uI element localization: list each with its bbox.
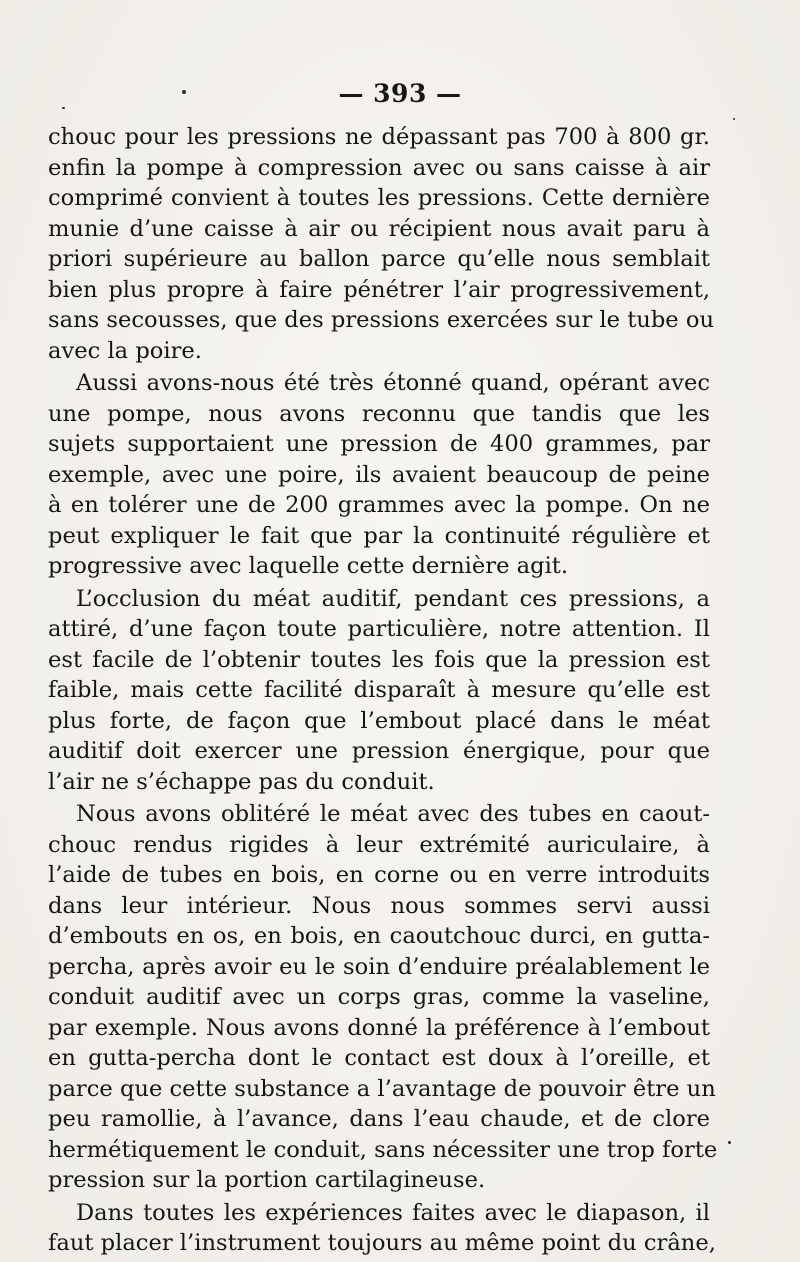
text-line: d’embouts en os, en bois, en caoutchouc durci, en gutta- bbox=[48, 923, 710, 949]
text-line: sans secousses, que des pressions exercées sur le tube ou bbox=[48, 307, 715, 333]
text-line: l’air ne s’échappe pas du conduit. bbox=[48, 768, 435, 795]
text-line: Dans toutes les expériences faites avec le diapason, il bbox=[76, 1199, 710, 1226]
text-line: exemple, avec une poire, ils avaient beaucoup de peine bbox=[48, 461, 710, 488]
body-text bbox=[48, 122, 718, 1259]
text-line: l’aide de tubes en bois, en corne ou en verre introduits bbox=[48, 862, 710, 888]
text-line: faut placer l’instrument toujours au même point du crâne, bbox=[48, 1230, 716, 1256]
text-line: pression sur la portion cartilagineuse. bbox=[48, 1167, 486, 1193]
text-line: chouc rendus rigides à leur extrémité auriculaire, à bbox=[48, 831, 710, 858]
text-line: peut expliquer le fait que par la continuité régulière et bbox=[48, 522, 710, 549]
text-line: auditif doit exercer une pression énergique, pour que bbox=[48, 738, 710, 764]
text-line: Nous avons oblitéré le méat avec des tubes en caout- bbox=[76, 801, 710, 827]
text-line: enfin la pompe à compression avec ou sans caisse à air bbox=[48, 154, 710, 181]
text-line: en gutta-percha dont le contact est doux à l’oreille, et bbox=[48, 1045, 710, 1071]
text-line: peu ramollie, à l’avance, dans l’eau chaude, et de clore bbox=[48, 1106, 710, 1132]
text-line: Aussi avons-nous été très étonné quand, opérant avec bbox=[76, 370, 710, 396]
page-number: — 393 — bbox=[338, 79, 462, 108]
text-line: attiré, d’une façon toute particulière, notre attention. Il bbox=[48, 616, 710, 642]
text-line: dans leur intérieur. Nous nous sommes servi aussi bbox=[48, 892, 710, 919]
paragraph-2 bbox=[48, 368, 710, 582]
text-line: par exemple. Nous avons donné la préférence à l’embout bbox=[48, 1014, 710, 1041]
paragraph-3 bbox=[48, 584, 710, 798]
text-line: à en tolérer une de 200 grammes avec la pompe. On ne bbox=[48, 492, 710, 518]
ink-speck bbox=[728, 1141, 731, 1144]
text-line: parce que cette substance a l’avantage de pouvoir être un bbox=[48, 1075, 716, 1102]
text-line: conduit auditif avec un corps gras, comme la vaseline, bbox=[48, 984, 710, 1010]
paragraph-4 bbox=[48, 799, 718, 1196]
ink-speck bbox=[733, 118, 735, 120]
text-line: percha, après avoir eu le soin d’enduire préalablement le bbox=[48, 953, 710, 980]
text-line: comprimé convient à toutes les pressions. Cette dernière bbox=[48, 185, 710, 211]
text-line: plus forte, de façon que l’embout placé dans le méat bbox=[48, 707, 710, 734]
text-line: munie d’une caisse à air ou récipient nous avait paru à bbox=[48, 215, 710, 242]
text-line: avec la poire. bbox=[48, 337, 202, 364]
paragraph-1 bbox=[48, 122, 715, 366]
text-line: bien plus propre à faire pénétrer l’air progressivement, bbox=[48, 276, 710, 303]
text-line: progressive avec laquelle cette dernière agit. bbox=[48, 553, 569, 579]
text-line: faible, mais cette facilité disparaît à mesure qu’elle est bbox=[48, 677, 710, 703]
text-line: L’occlusion du méat auditif, pendant ces pressions, a bbox=[76, 585, 710, 612]
text-line: sujets supportaient une pression de 400 grammes, par bbox=[48, 431, 710, 457]
text-line: hermétiquement le conduit, sans nécessiter une trop forte bbox=[48, 1136, 718, 1163]
text-line: priori supérieure au ballon parce qu’elle nous semblait bbox=[48, 246, 710, 272]
paragraph-5 bbox=[48, 1198, 716, 1259]
text-line: une pompe, nous avons reconnu que tandis que les bbox=[48, 400, 710, 427]
text-line: chouc pour les pressions ne dépassant pas 700 à 800 gr. bbox=[48, 124, 710, 150]
text-line: est facile de l’obtenir toutes les fois que la pression est bbox=[48, 646, 710, 673]
